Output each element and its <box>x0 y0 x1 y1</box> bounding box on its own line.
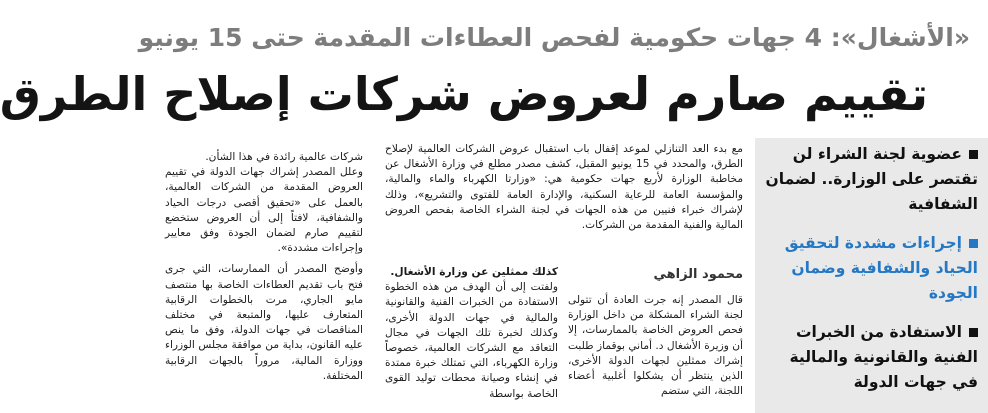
highlights-panel <box>755 138 988 413</box>
intro-paragraph: مع بدء العد التنازلي لموعد إقفال باب استقبال عروض الشركات العالمية لإصلاح الطرق، والمحدد في 15 يونيو المقبل، كشف مصدر مطلع في وزارة الأشغال عن مخاطبة الوزارة لأربع جهات حكومية هي: «وزارتا الكهرباء والماء والمالية، والمؤسسة العامة للرعاية السكنية، والإدارة العامة للفتوى والتشريع»، وذلك لإشراك خبراء فنيين من هذه الجهات في لجنة الشراء الخاصة بفحص العروض المالية والفنية المقدمة من الشركات. <box>385 143 744 232</box>
article-column-left <box>165 150 363 413</box>
article-column-middle <box>385 265 558 413</box>
highlight-item <box>765 231 978 306</box>
body-paragraph: شركات عالمية رائدة في هذا الشأن. <box>205 151 363 163</box>
author-byline: محمود الزاهي <box>653 267 743 282</box>
body-paragraph: كذلك ممثلين عن وزارة الأشغال. <box>390 266 558 278</box>
highlight-item <box>765 320 978 395</box>
body-paragraph: وأوضح المصدر أن الممارسات، التي جرى فتح باب تقديم العطاءات الخاصة بها منتصف مايو الجاري، مرت بالخطوات الرقابية المتعارف عليها، والمتبعة في مختلف المناقصات في جهات الدولة، وفق ما ينص عليه القانون، بداية من موافقة مجلس الوزراء ووزارة المالية، مروراً بالجهات الرقابية المختلفة. <box>165 263 363 382</box>
highlight-text: إجراءات مشددة لتحقيق الحياد والشفافية وضمان الجودة <box>784 234 978 302</box>
highlight-text: عضوية لجنة الشراء لن تقتصر على الوزارة.. لضمان الشفافية <box>765 145 978 213</box>
body-paragraph: وعلل المصدر إشراك جهات الدولة في تقييم العروض المقدمة من الشركات العالمية، بالعمل على «تحقيق أقصى درجات الحياد والشفافية، لافتاً إلى أن العروض ستخضع لتقييم صارم لضمان الجودة وفق معايير وإجراءات مشددة». <box>165 166 363 255</box>
highlight-item <box>765 142 978 217</box>
square-bullet-icon <box>969 150 978 159</box>
body-paragraph: قال المصدر إنه جرت العادة أن تتولى لجنة الشراء المشكلة من داخل الوزارة فحص العروض الخاصة بالممارسات، إلا أن وزيرة الأشغال د. أماني بوقماز طلبت إشراك ممثلين لجهات الدولة الأخرى، الذين ينتظر أن يشكلوا أغلبية أعضاء اللجنة، التي ستضم <box>568 294 743 398</box>
article-intro <box>385 142 743 254</box>
article-kicker: «الأشغال»: 4 جهات حكومية لفحص العطاءات المقدمة حتى 15 يونيو <box>138 23 970 52</box>
article-column-right <box>568 265 743 413</box>
body-paragraph: ولفتت إلى أن الهدف من هذه الخطوة الاستفادة من الخبرات الفنية والقانونية والمالية في جهات الدولة الأخرى، وكذلك لخبرة تلك الجهات في مجال التعاقد مع الشركات العالمية، خصوصاً وزارة الكهرباء، التي تمتلك خبرة ممتدة في إنشاء وصيانة محطات توليد القوى الخاصة بواسطة <box>385 281 558 400</box>
square-bullet-icon <box>969 239 978 248</box>
square-bullet-icon <box>969 328 978 337</box>
article-headline: تقييم صارم لعروض شركات إصلاح الطرق <box>0 67 928 121</box>
highlight-text: الاستفادة من الخبرات الفنية والقانونية والمالية في جهات الدولة <box>789 323 978 391</box>
